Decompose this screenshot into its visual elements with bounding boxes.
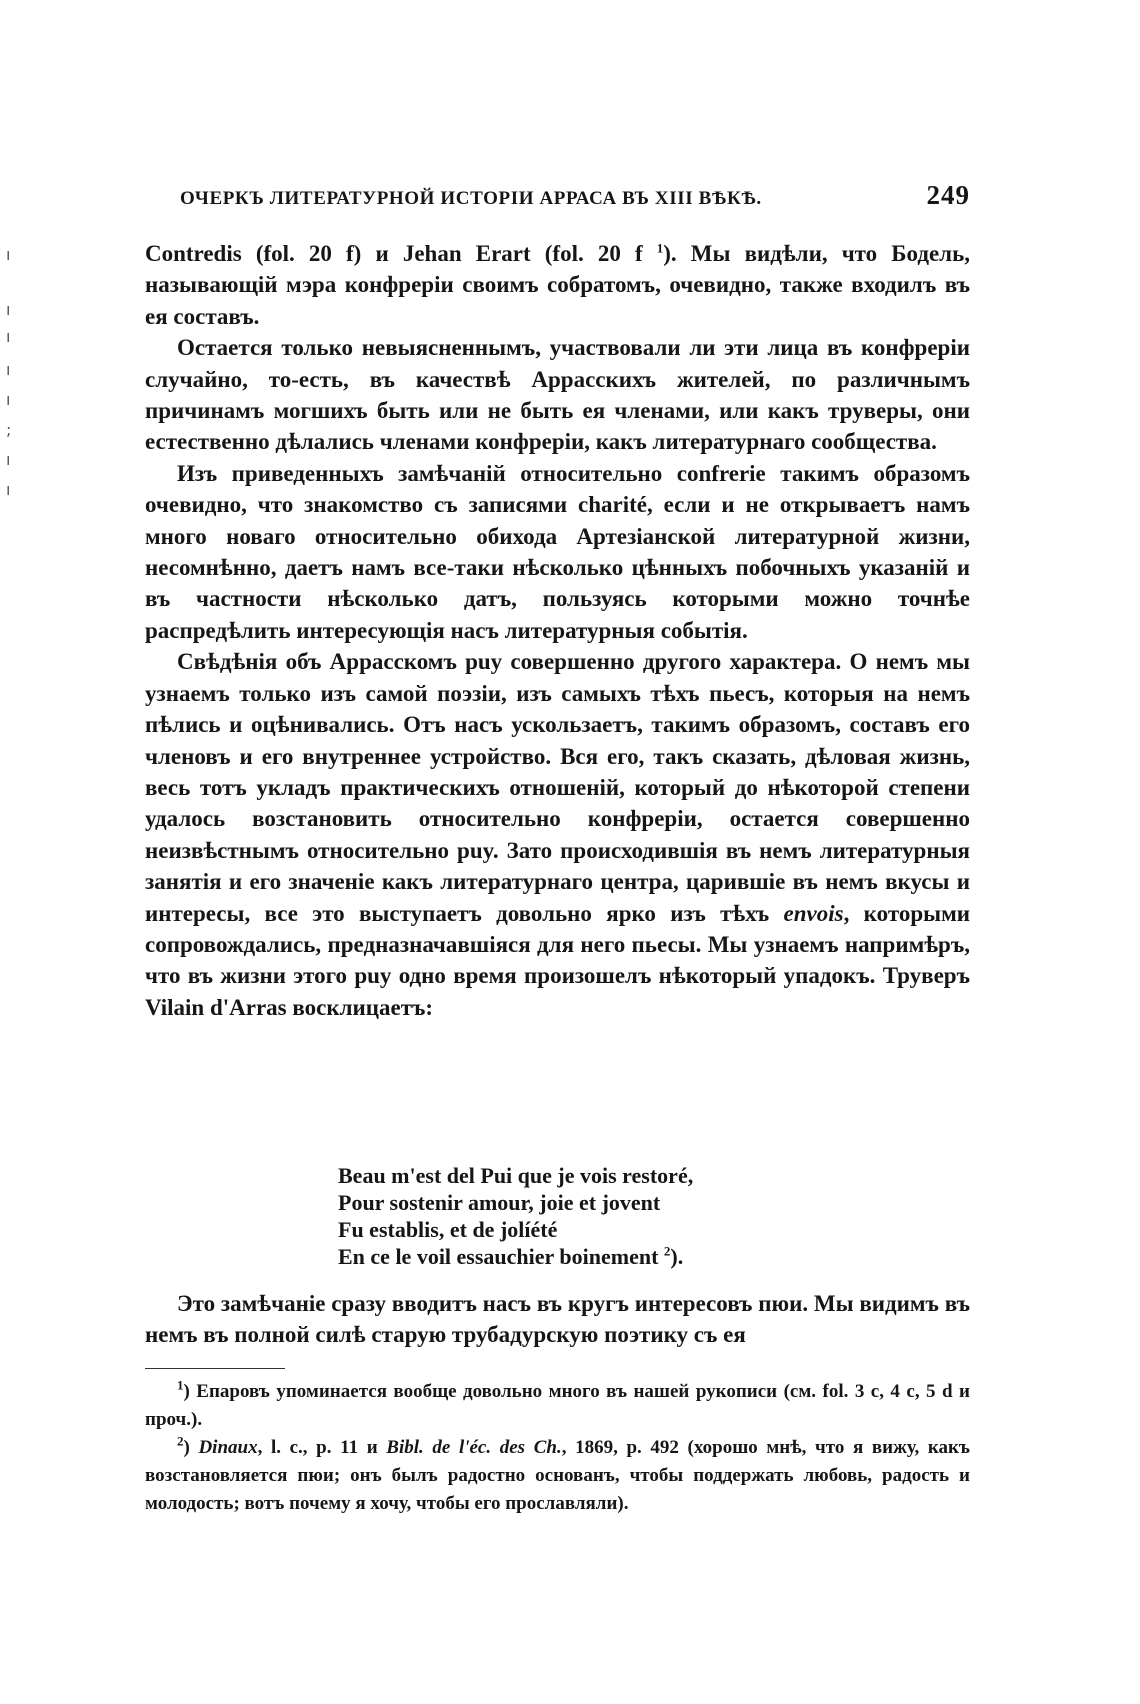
page-number: 249 <box>926 180 970 210</box>
paragraph-4: Свѣдѣнія объ Аррасскомъ puy совершенно другого характера. О немъ мы узнаемъ только изъ самой поэзіи, изъ самыхъ тѣхъ пьесъ, которыя на немъ пѣлись и оцѣнивались. Отъ насъ ускользаетъ, такимъ образомъ, составъ его членовъ и его внутреннее устройство. Вся его, такъ сказать, дѣловая жизнь, весь тотъ укладъ практическихъ отношеній, который до нѣкоторой степени удалось возстановить относительно конфреріи, остается совершенно неизвѣстнымъ относительно puy. Зато происходившія въ немъ литературныя занятія и его значеніе какъ литературнаго центра, царившіе въ немъ вкусы и интересы, все это выступаетъ довольно ярко изъ тѣхъ envois, которыми сопровождались, предназначавшіяся для него пьесы. Мы узнаемъ напримѣръ, что въ жизни этого puy одно время произошелъ нѣкоторый упадокъ. Труверъ Vilain d'Arras восклицаетъ: <box>145 649 970 1020</box>
footnote-2: $^2$) Dinaux, l. c., p. 11 и Bibl. de l'éc. des Ch., 1869, p. 492 (хорошо мнѣ, что я вижу, какъ возстановляется пюи; онъ былъ радостно основанъ, чтобы поддержать любовь, радость и молодость; вотъ почему я хочу, чтобы его прославляли). <box>145 1433 970 1514</box>
verse-line: En ce le voil essauchier boinement $^2$). <box>338 1243 684 1269</box>
verse-quotation <box>338 1162 958 1270</box>
verse-line: Pour sostenir amour, joie et jovent <box>338 1190 661 1215</box>
main-text-continued <box>145 1288 970 1350</box>
verse-line: Fu establis, et de jolíété <box>338 1217 558 1242</box>
page-header <box>180 180 970 216</box>
paragraph-2: Остается только невыясненнымъ, участвовали ли эти лица въ конфреріи случайно, то-есть, въ качествѣ Аррасскихъ жителей, по различнымъ причинамъ могшихъ быть или не быть ея членами, или какъ труверы, они естественно дѣлались членами конфреріи, какъ литературнаго сообщества. <box>145 335 970 455</box>
footnote-ref-1: 1 <box>656 240 664 256</box>
envois-term: envois <box>783 900 844 926</box>
main-text <box>145 238 970 1023</box>
footnote-divider <box>145 1368 285 1369</box>
running-head: ОЧЕРКЪ ЛИТЕРАТУРНОЙ ИСТОРІИ АРРАСА ВЪ XIII ВѢКѢ. <box>180 188 762 209</box>
paragraph-1: Contredis (fol. 20 f) и Jehan Erart (fol. 20 f $^1$). Мы видѣли, что Бодель, называющій мэра конфреріи своимъ собратомъ, очевидно, также входилъ въ ея составъ. <box>145 240 970 329</box>
footnotes <box>145 1378 970 1518</box>
footnote-ref-2: 2 <box>663 1243 671 1259</box>
paragraph-3: Изъ приведенныхъ замѣчаній относительно confrerie такимъ образомъ очевидно, что знакомство съ записями charité, если и не открываетъ намъ много новаго относительно обихода Артезіанской литературной жизни, несомнѣнно, даетъ намъ все-таки нѣсколько цѣнныхъ побочныхъ указаній и въ частности нѣсколько датъ, пользуясь которыми можно точнѣе распредѣлить интересующія насъ литературныя событія. <box>145 460 970 643</box>
verse-line: Beau m'est del Pui que je vois restoré, <box>338 1163 694 1188</box>
footnote-1: $^1$) Епаровъ упоминается вообще довольно много въ нашей рукописи (см. fol. 3 c, 4 c, 5 d и проч.). <box>145 1377 970 1430</box>
paragraph-5: Это замѣчаніе сразу вводитъ насъ въ кругъ интересовъ пюи. Мы видимъ въ немъ въ полной силѣ старую трубадурскую поэтику съ ея <box>145 1291 970 1347</box>
margin-marks: ı ı ı ı ı ; ı ı <box>6 245 12 499</box>
